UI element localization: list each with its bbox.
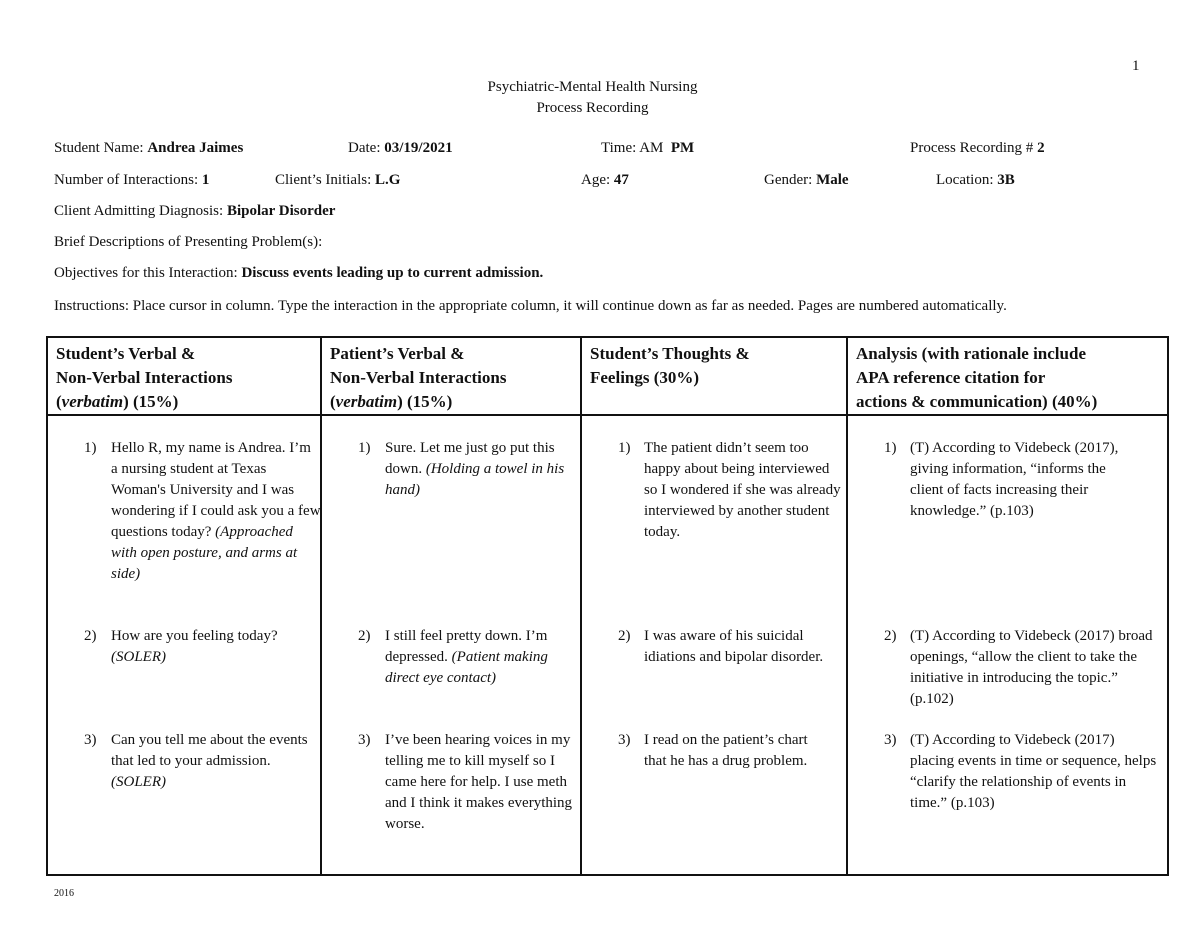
header-patient-verbal: Patient’s Verbal & Non-Verbal Interactions (verbatim) (15%) — [321, 337, 581, 415]
student-column[interactable]: 1) Hello R, my name is Andrea. I’m a nursing student at Texas Woman's University and I was wondering if I could ask you a few questions today? (Approached with open posture, and arms at side) 2) How are you feeling today? (SOLER) 3) Can you tell me about the events that led to your admission. (SOLER) — [47, 415, 321, 875]
process-recording-table — [46, 336, 1169, 876]
interactions-value: 1 — [201, 172, 210, 188]
age-field: Age: 47 — [581, 172, 629, 188]
time-field: Time: AM PM — [601, 140, 695, 156]
student-name-value: Andrea Jaimes — [147, 140, 244, 156]
analysis-column[interactable]: 1) (T) According to Videbeck (2017), giving information, “informs the client of facts increasing their knowledge.” (p.103) 2) (T) According to Videbeck (2017) broad openings, “allow the client to take the initiative in introducing the topic.” (p.102) 3) (T) According to Videbeck (2017) placing events in time or sequence, helps “clarify the relationship of events in time.” (p.103) — [847, 415, 1168, 875]
process-recording-number: 2 — [1037, 140, 1045, 156]
client-initials-field: Client’s Initials: L.G — [275, 172, 401, 188]
footer-year: 2016 — [54, 888, 74, 899]
location-value: 3B — [997, 172, 1015, 188]
document-title: Psychiatric-Mental Health Nursing — [487, 79, 698, 95]
header-student-thoughts: Student’s Thoughts & Feelings (30%) — [581, 337, 847, 415]
student-name-field: Student Name: Andrea Jaimes — [54, 140, 244, 156]
patient-column[interactable]: 1) Sure. Let me just go put this down. (Holding a towel in his hand) 2) I still feel pretty down. I’m depressed. (Patient making direct eye contact) 3) I’ve been hearing voices in my telling me to kill myself so I came here for help. I use meth and I think it makes everything worse. — [321, 415, 581, 875]
document-subtitle: Process Recording — [536, 100, 649, 116]
interactions-field: Number of Interactions: 1 — [54, 172, 210, 188]
date-value: 03/19/2021 — [384, 140, 453, 156]
time-value: PM — [670, 140, 695, 156]
table-header-row — [47, 337, 1168, 415]
header-analysis: Analysis (with rationale include APA reference citation for actions & communication) (40%) — [847, 337, 1168, 415]
age-value: 47 — [613, 172, 629, 188]
presenting-problem-field: Brief Descriptions of Presenting Problem(s): — [54, 234, 323, 250]
gender-value: Male — [816, 172, 849, 188]
client-initials-value: L.G — [375, 172, 401, 188]
table-body-row — [47, 415, 1168, 875]
gender-field: Gender: Male — [764, 172, 849, 188]
thoughts-column[interactable]: 1) The patient didn’t seem too happy about being interviewed so I wondered if she was already interviewed by another student today. 2) I was aware of his suicidal idiations and bipolar disorder. 3) I read on the patient’s chart that he has a drug problem. — [581, 415, 847, 875]
diagnosis-field: Client Admitting Diagnosis: Bipolar Disorder — [54, 203, 336, 219]
page-number: 1 — [1132, 58, 1140, 74]
header-student-verbal: Student’s Verbal & Non-Verbal Interactions (verbatim) (15%) — [47, 337, 321, 415]
process-recording-field: Process Recording # 2 — [910, 140, 1045, 156]
instructions: Instructions: Place cursor in column. Type the interaction in the appropriate column, it will continue down as far as needed. Pages are numbered automatically. — [54, 298, 1007, 314]
date-field: Date: 03/19/2021 — [348, 140, 453, 156]
objectives-field: Objectives for this Interaction: Discuss events leading up to current admission. — [54, 265, 544, 281]
objectives-value: Discuss events leading up to current admission. — [241, 265, 544, 281]
location-field: Location: 3B — [936, 172, 1015, 188]
diagnosis-value: Bipolar Disorder — [226, 203, 336, 219]
